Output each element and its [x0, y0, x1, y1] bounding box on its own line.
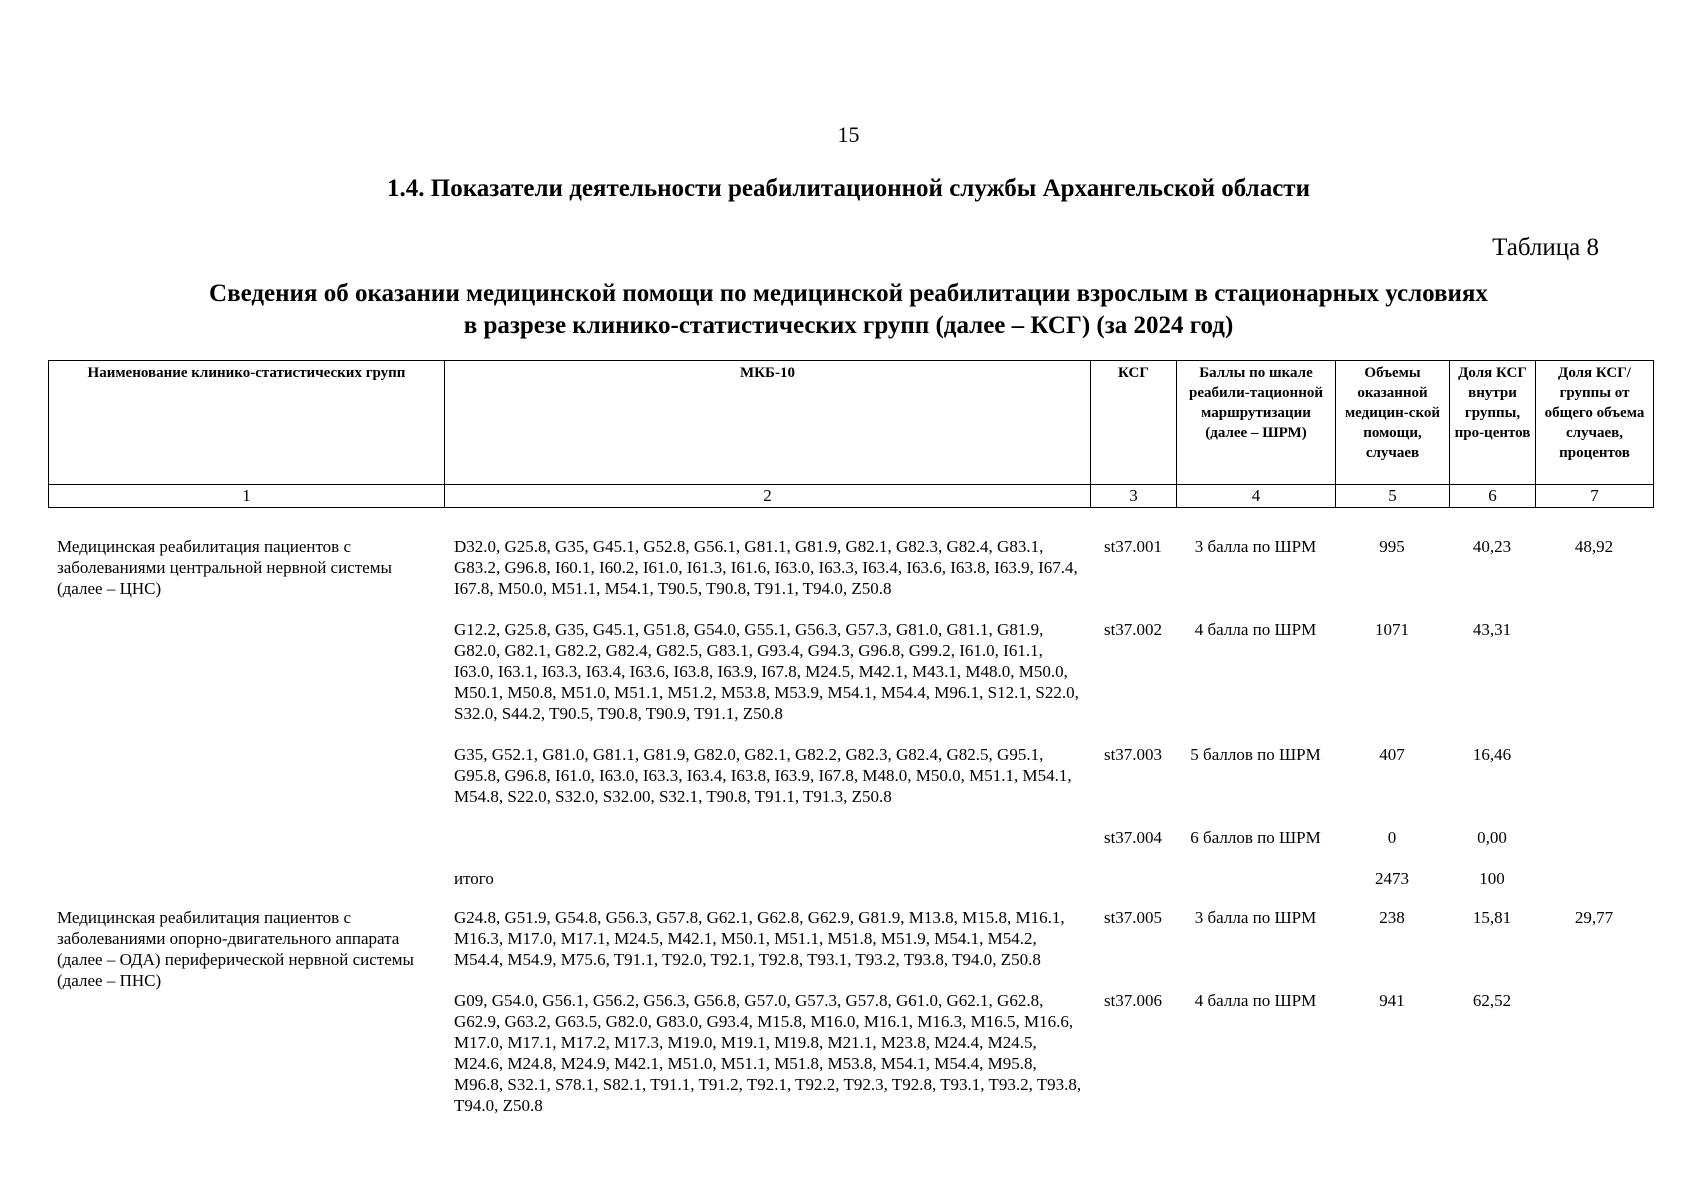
group-name-cell: Медицинская реабилитация пациентов с заболеваниями опорно-двигательного аппарата (далее – ОДА) периферической нервной системы (далее – ПНС) [57, 908, 414, 990]
ksg-cell: st37.001 [1103, 537, 1163, 556]
total-label-cell: итого [454, 869, 494, 888]
share-total-cell: 48,92 [1574, 537, 1614, 556]
volume-cell: 995 [1379, 537, 1405, 556]
column-number: 3 [1091, 485, 1177, 508]
shrm-score-cell: 3 балла по ШРМ [1194, 537, 1317, 556]
icd10-codes-cell [444, 827, 1090, 868]
column-number: 6 [1450, 485, 1536, 508]
volume-cell: 407 [1379, 745, 1405, 764]
icd10-codes-cell: G24.8, G51.9, G54.8, G56.3, G57.8, G62.1, G62.8, G62.9, G81.9, M13.8, M15.8, M16.1, M16.3, M17.0, M17.1, M24.5, M42.1, M50.1, M51.1, M51.8, M51.9, M54.1, M54.2, M54.4, M54.9, M75.6, T91.1, T92.0, T92.1, T92.8, T93.1, T93.2, T93.8, T94.0, Z50.8 [454, 908, 1065, 969]
header-group-name: Наименование клинико-статистических групп [49, 361, 445, 485]
column-number: 1 [49, 485, 445, 508]
header-ksg: КСГ [1091, 361, 1177, 485]
volume-cell: 941 [1379, 991, 1405, 1010]
volume-cell: 1071 [1375, 620, 1409, 639]
ksg-cell: st37.002 [1103, 620, 1163, 639]
header-icd10: МКБ-10 [445, 361, 1091, 485]
shrm-score-cell: 3 балла по ШРМ [1194, 908, 1317, 927]
column-number: 2 [445, 485, 1091, 508]
shrm-score-cell: 5 баллов по ШРМ [1190, 745, 1321, 764]
volume-cell: 0 [1387, 828, 1397, 847]
ksg-cell: st37.005 [1103, 908, 1163, 927]
ksg-cell: st37.004 [1103, 828, 1163, 847]
section-title: 1.4. Показатели деятельности реабилитационной службы Архангельской области [387, 175, 1310, 202]
header-share-total: Доля КСГ/ группы от общего объема случаев, процентов [1536, 361, 1654, 485]
icd10-codes-cell: D32.0, G25.8, G35, G45.1, G52.8, G56.1, G81.1, G81.9, G82.1, G82.3, G82.4, G83.1, G83.2, G96.8, I60.1, I60.2, I61.0, I61.3, I61.6, I63.0, I63.3, I63.4, I63.6, I63.8, I63.9, I67.4, I67.8, M50.0, M51.1, M54.1, T90.5, T90.8, T91.1, T94.0, Z50.8 [454, 537, 1078, 598]
caption-line-2: в разрезе клинико-статистических групп (далее – КСГ) (за 2024 год) [463, 312, 1234, 339]
page-number: 15 [837, 122, 860, 147]
table-body [48, 536, 1653, 1136]
shrm-score-cell: 4 балла по ШРМ [1194, 620, 1317, 639]
ksg-cell: st37.006 [1103, 991, 1163, 1010]
group-name-cell: Медицинская реабилитация пациентов с заболеваниями центральной нервной системы (далее – ЦНС) [57, 537, 392, 598]
shrm-score-cell: 4 балла по ШРМ [1194, 991, 1317, 1010]
table-caption [0, 278, 1697, 342]
volume-cell: 2473 [1375, 869, 1409, 888]
volume-cell: 238 [1379, 908, 1405, 927]
ksg-cell: st37.003 [1103, 745, 1163, 764]
header-volume: Объемы оказанной медицин-ской помощи, случаев [1336, 361, 1450, 485]
table-row [48, 907, 1653, 990]
shrm-score-cell: 6 баллов по ШРМ [1190, 828, 1321, 847]
ksg-cell [1090, 868, 1176, 907]
share-in-group-cell: 62,52 [1472, 991, 1512, 1010]
header-row [49, 361, 1654, 485]
share-in-group-cell: 0,00 [1477, 828, 1507, 847]
column-number: 5 [1336, 485, 1450, 508]
share-in-group-cell: 43,31 [1472, 620, 1512, 639]
share-in-group-cell: 100 [1479, 869, 1505, 888]
share-total-cell: 29,77 [1574, 908, 1614, 927]
column-number-row [49, 485, 1654, 508]
header-share-in-group: Доля КСГ внутри группы, про-центов [1450, 361, 1536, 485]
column-number: 7 [1536, 485, 1654, 508]
share-in-group-cell: 40,23 [1472, 537, 1512, 556]
table-header [48, 360, 1654, 508]
icd10-codes-cell: G35, G52.1, G81.0, G81.1, G81.9, G82.0, G82.1, G82.2, G82.3, G82.4, G82.5, G95.1, G95.8, G96.8, I61.0, I63.0, I63.3, I63.4, I63.8, I63.9, I67.8, M48.0, M50.0, M51.1, M54.1, M54.8, S22.0, S32.0, S32.00, S32.1, T90.8, T91.1, T91.3, Z50.8 [454, 745, 1072, 806]
table-row [48, 536, 1653, 619]
header-shrm-score: Баллы по шкале реабили-тационной маршрутизации (далее – ШРМ) [1177, 361, 1336, 485]
column-number: 4 [1177, 485, 1336, 508]
table-label: Таблица 8 [1492, 234, 1599, 261]
caption-line-1: Сведения об оказании медицинской помощи по медицинской реабилитации взрослым в стационарных условиях [209, 280, 1488, 307]
icd10-codes-cell: G12.2, G25.8, G35, G45.1, G51.8, G54.0, G55.1, G56.3, G57.3, G81.0, G81.1, G81.9, G82.0, G82.1, G82.2, G82.4, G82.5, G83.1, G93.4, G94.3, G96.8, G99.2, I61.0, I61.1, I63.0, I63.1, I63.3, I63.4, I63.6, I63.8, I63.9, I67.8, M24.5, M42.1, M43.1, M48.0, M50.0, M50.1, M50.8, M51.0, M51.1, M51.2, M53.8, M53.9, M54.1, M54.4, M96.1, S12.1, S22.0, S32.0, S44.2, T90.5, T90.8, T90.9, T91.1, Z50.8 [454, 620, 1079, 723]
shrm-score-cell [1176, 868, 1335, 907]
share-in-group-cell: 16,46 [1472, 745, 1512, 764]
icd10-codes-cell: G09, G54.0, G56.1, G56.2, G56.3, G56.8, G57.0, G57.3, G57.8, G61.0, G62.1, G62.8, G62.9, G63.2, G63.5, G82.0, G83.0, G93.4, M15.8, M16.0, M16.1, M16.3, M16.5, M16.6, M17.0, M17.1, M17.2, M17.3, M19.0, M19.1, M19.8, M21.1, M23.8, M24.4, M24.5, M24.6, M24.8, M24.9, M42.1, M51.0, M51.1, M51.8, M53.8, M54.1, M54.4, M95.8, M96.8, S32.1, S78.1, S82.1, T91.1, T91.2, T92.1, T92.2, T92.3, T92.8, T93.1, T93.2, T93.8, T94.0, Z50.8 [454, 991, 1082, 1115]
share-in-group-cell: 15,81 [1472, 908, 1512, 927]
